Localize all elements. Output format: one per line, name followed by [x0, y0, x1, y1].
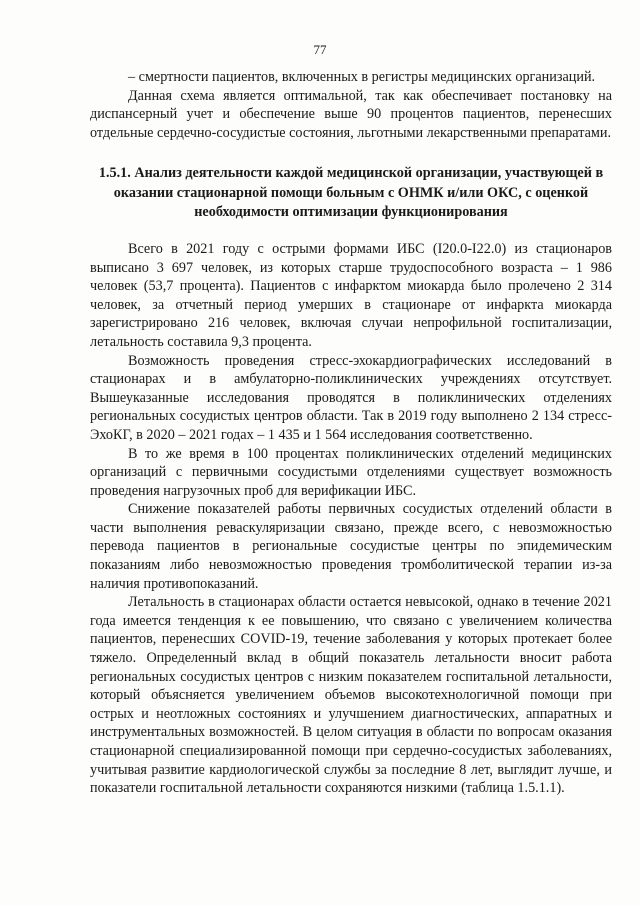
section-heading: 1.5.1. Анализ деятельности каждой медицинской организации, участвующей в оказании стационарной помощи больным с ОНМК и/или ОКС, с оценкой необходимости оптимизации функционирования [98, 165, 604, 220]
paragraph-scheme-optimal: Данная схема является оптимальной, так как обеспечивает постановку на диспансерный учет и обеспечение выше 90 процентов пациентов, перенесших отдельные сердечно-сосудистые состояния, льготными лекарственными препаратами. [90, 87, 612, 141]
page-number: 77 [313, 42, 327, 57]
document-body [90, 68, 612, 798]
paragraph-revascularization: Снижение показателей работы первичных сосудистых отделений области в части выполнения реваскуляризации связано, прежде всего, с невозможностью перевода пациентов в региональные сосудистые центры по эпидемическим показаниям либо невозможностью проведения тромболитической терапии из-за наличия противопоказаний. [90, 501, 612, 592]
paragraph-load-tests: В то же время в 100 процентах поликлинических отделений медицинских организаций с первичными сосудистыми отделениями существует возможность проведения нагрузочных проб для верификации ИБС. [90, 445, 612, 499]
paragraph-ihd-statistics: Всего в 2021 году с острыми формами ИБС (I20.0-I22.0) из стационаров выписано 3 697 человек, из которых старше трудоспособного возраста – 1 986 человек (53,7 процента). Пациентов с инфарктом миокарда было пролечено 2 314 человек, за отчетный период умерших в стационаре от инфаркта миокарда зарегистрировано 216 человек, включая случаи непрофильной госпитализации, летальность составила 9,3 процента. [90, 240, 612, 350]
paragraph-mortality-registry: – смертности пациентов, включенных в регистры медицинских организаций. [128, 69, 596, 85]
paragraph-stress-echo: Возможность проведения стресс-эхокардиографических исследований в стационарах и в амбулаторно-поликлинических учреждениях отсутствует. Вышеуказанные исследования проводятся в поликлинических отделениях региональных сосудистых центров области. Так в 2019 году выполнено 2 134 стресс-ЭхоКГ, в 2020 – 2021 годах – 1 435 и 1 564 исследования соответственно. [90, 352, 612, 443]
paragraph-mortality-trend: Летальность в стационарах области остается невысокой, однако в течение 2021 года имеется тенденция к ее повышению, что связано с увеличением количества пациентов, перенесших COVID-19, течение заболевания у которых протекает более тяжело. Определенный вклад в общий показатель летальности вносит работа региональных сосудистых центров с низким показателем госпитальной летальности, который объясняется увеличением объемов высокотехнологичной помощи при острых и неотложных состояниях и улучшением диагностических, аппаратных и инструментальных возможностей. В целом ситуация в области по вопросам оказания стационарной специализированной помощи при сердечно-сосудистых заболеваниях, учитывая развитие кардиологической службы за последние 8 лет, выглядит лучше, и показатели госпитальной летальности сохраняются низкими (таблица 1.5.1.1). [90, 594, 612, 797]
